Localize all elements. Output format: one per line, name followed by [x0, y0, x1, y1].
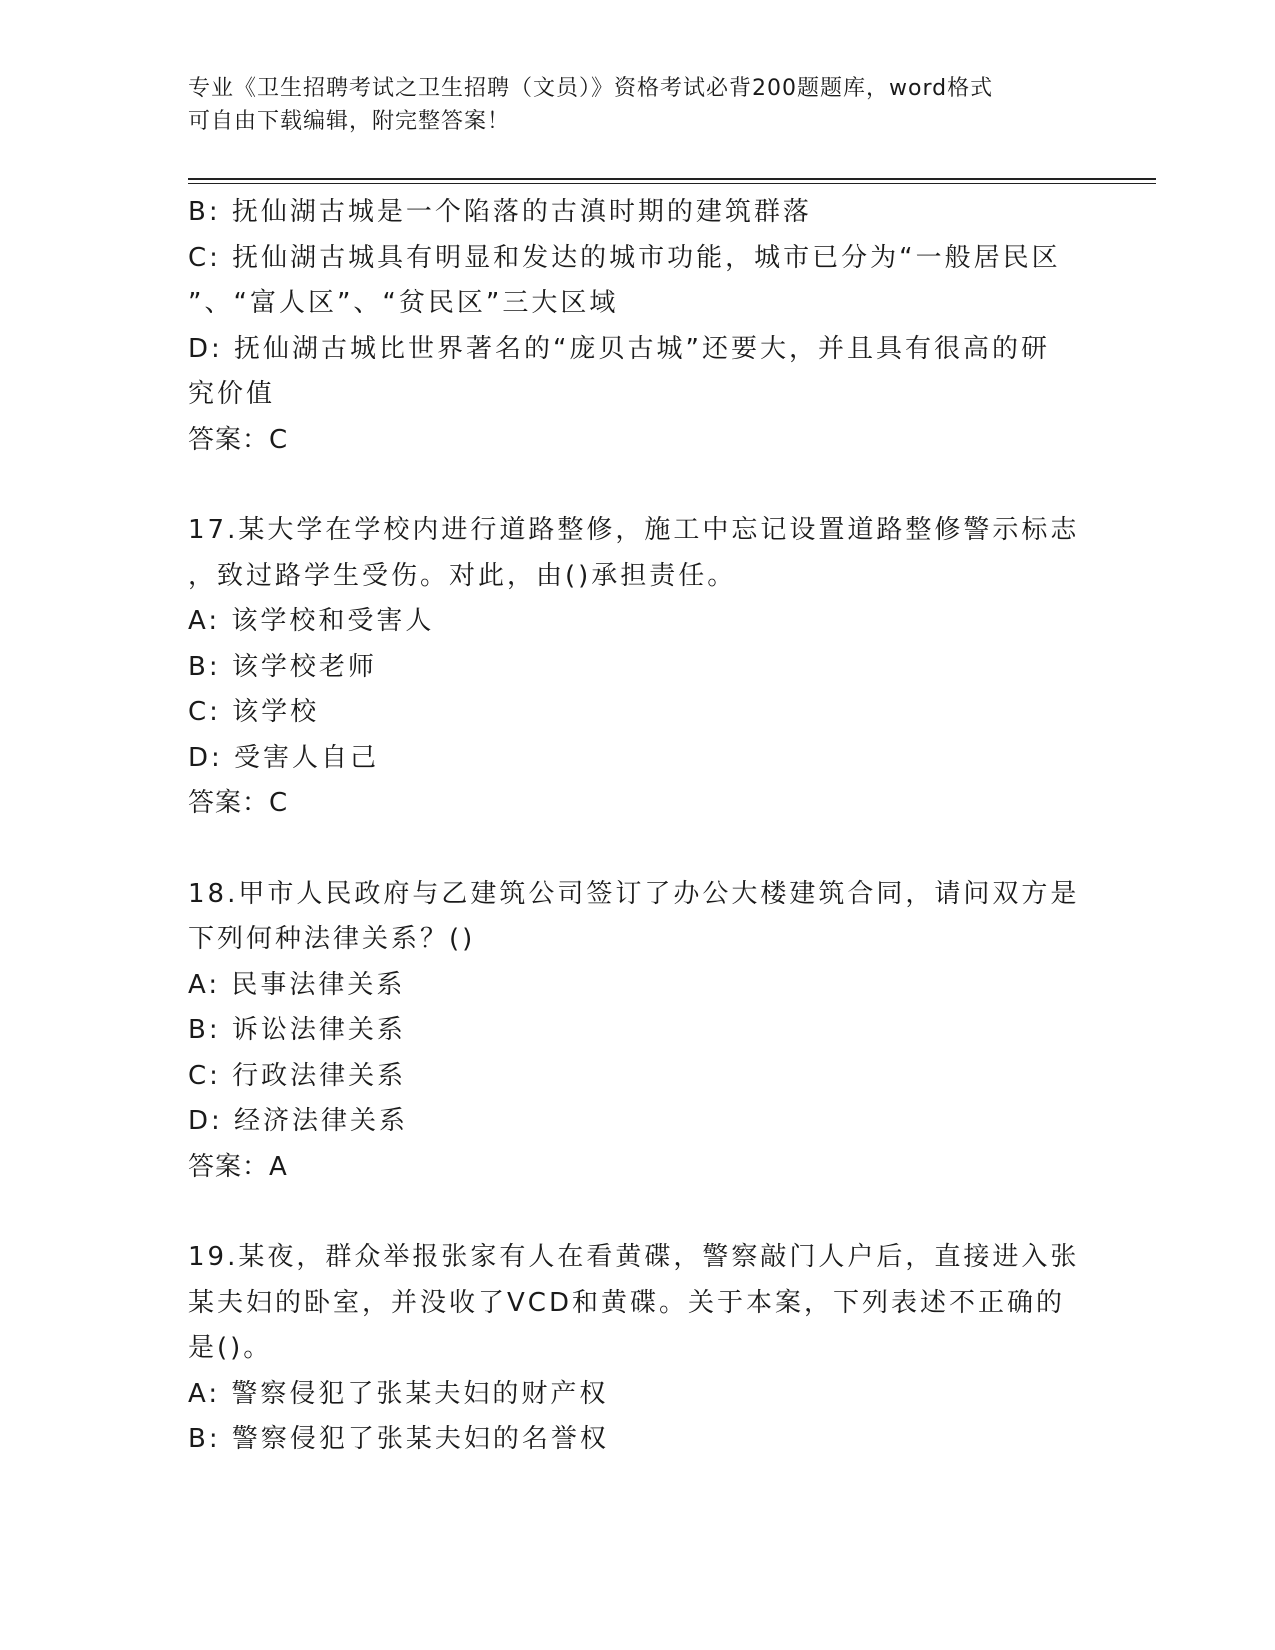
option-d: D: 受害人自己	[188, 742, 380, 773]
option-b: B: 该学校老师	[188, 651, 377, 682]
question-stem-line-1: 17.某大学在学校内进行道路整修，施工中忘记设置道路整修警示标志	[188, 515, 1080, 545]
option-d: D: 经济法律关系	[188, 1106, 409, 1136]
option-c-line-1: C: 抚仙湖古城具有明显和发达的城市功能，城市已分为“一般居民区	[188, 242, 1061, 273]
spacer	[188, 463, 1088, 508]
question-16-tail	[188, 190, 1088, 463]
document-body	[188, 190, 1088, 1463]
header-line-2: 可自由下载编辑，附完整答案！	[188, 109, 511, 134]
spacer	[188, 827, 1088, 872]
option-b: B: 诉讼法律关系	[188, 1015, 406, 1045]
question-stem-line-3: 是()。	[188, 1333, 273, 1363]
option-c: C: 该学校	[188, 697, 320, 727]
question-stem-line-2: ，致过路学生受伤。对此，由()承担责任。	[188, 560, 737, 591]
option-a: A: 民事法律关系	[188, 969, 406, 1000]
option-a: A: 警察侵犯了张某夫妇的财产权	[188, 1378, 609, 1409]
header-divider-thin	[188, 183, 1156, 184]
option-b: B: 抚仙湖古城是一个陷落的古滇时期的建筑群落	[188, 197, 812, 227]
question-stem-line-1: 18.甲市人民政府与乙建筑公司签订了办公大楼建筑合同，请问双方是	[188, 878, 1080, 909]
option-d-line-1: D: 抚仙湖古城比世界著名的“庞贝古城”还要大，并且具有很高的研	[188, 333, 1050, 364]
option-c-line-2: ”、“富人区”、“贫民区”三大区域	[188, 288, 619, 318]
answer: 答案：A	[188, 1151, 288, 1182]
question-17	[188, 508, 1088, 827]
spacer	[188, 1190, 1088, 1235]
header-line-1: 专业《卫生招聘考试之卫生招聘（文员）》资格考试必背200题题库，word格式	[188, 76, 994, 101]
option-d-line-2: 究价值	[188, 379, 276, 409]
question-18	[188, 872, 1088, 1191]
option-a: A: 该学校和受害人	[188, 606, 435, 636]
question-stem-line-2: 某夫妇的卧室，并没收了VCD和黄碟。关于本案，下列表述不正确的	[188, 1287, 1065, 1318]
question-stem-line-1: 19.某夜，群众举报张家有人在看黄碟，警察敲门人户后，直接进入张	[188, 1242, 1080, 1272]
question-19	[188, 1235, 1088, 1463]
option-b: B: 警察侵犯了张某夫妇的名誉权	[188, 1424, 609, 1454]
question-stem-line-2: 下列何种法律关系？()	[188, 924, 476, 954]
answer: 答案：C	[188, 424, 289, 455]
header-divider-thick	[188, 178, 1156, 180]
answer: 答案：C	[188, 788, 289, 818]
document-header	[188, 72, 1088, 138]
option-c: C: 行政法律关系	[188, 1060, 407, 1091]
